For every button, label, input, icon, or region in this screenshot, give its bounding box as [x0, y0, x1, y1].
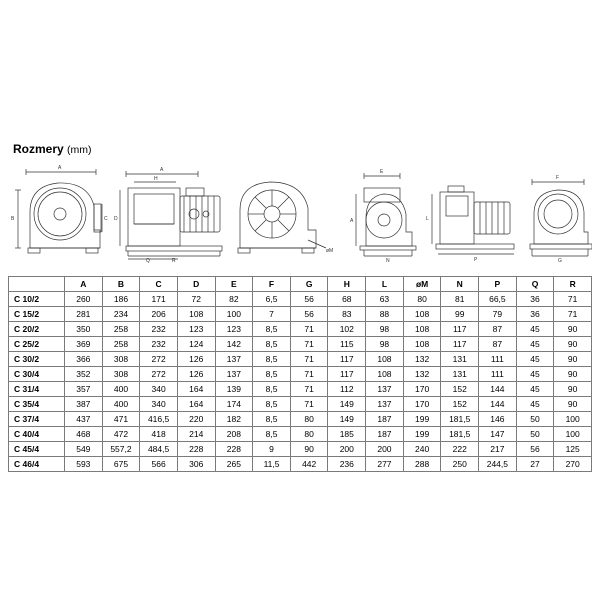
- cell-c: 416,5: [140, 412, 178, 427]
- cell-l: 187: [366, 427, 404, 442]
- column-header-c: C: [140, 277, 178, 292]
- cell-e: 100: [215, 307, 253, 322]
- cell-r: 71: [554, 292, 592, 307]
- cell-model: C 10/2: [9, 292, 65, 307]
- cell-l: 98: [366, 337, 404, 352]
- cell-p: 146: [479, 412, 517, 427]
- cell-r: 90: [554, 322, 592, 337]
- cell-q: 45: [516, 382, 554, 397]
- svg-text:A: A: [350, 218, 354, 224]
- cell-n: 131: [441, 367, 479, 382]
- cell-b: 308: [102, 352, 140, 367]
- cell-l: 88: [366, 307, 404, 322]
- cell-h: 112: [328, 382, 366, 397]
- cell-r: 100: [554, 412, 592, 427]
- column-header-h: H: [328, 277, 366, 292]
- cell-a: 350: [65, 322, 103, 337]
- svg-text:L: L: [426, 216, 429, 222]
- cell-p: 66,5: [479, 292, 517, 307]
- cell-g: 56: [290, 307, 328, 322]
- svg-text:F: F: [556, 175, 560, 181]
- column-header-e: E: [215, 277, 253, 292]
- cell-l: 200: [366, 442, 404, 457]
- column-header-b: B: [102, 277, 140, 292]
- cell-f: 11,5: [253, 457, 291, 472]
- column-header-model: [9, 277, 65, 292]
- column-header-l: L: [366, 277, 404, 292]
- cell-c: 272: [140, 367, 178, 382]
- cell-e: 137: [215, 352, 253, 367]
- cell-g: 80: [290, 427, 328, 442]
- page-title: [13, 142, 92, 156]
- cell-r: 90: [554, 397, 592, 412]
- cell-h: 115: [328, 337, 366, 352]
- cell-q: 27: [516, 457, 554, 472]
- table-row: [9, 382, 592, 397]
- cell-g: 442: [290, 457, 328, 472]
- cell-e: 142: [215, 337, 253, 352]
- cell-om: 170: [403, 382, 441, 397]
- cell-q: 45: [516, 322, 554, 337]
- cell-h: 83: [328, 307, 366, 322]
- cell-g: 90: [290, 442, 328, 457]
- table-row: [9, 322, 592, 337]
- cell-e: 123: [215, 322, 253, 337]
- svg-text:Q: Q: [146, 258, 150, 264]
- drawing-rear-view: [530, 175, 592, 264]
- cell-c: 418: [140, 427, 178, 442]
- svg-text:C: C: [104, 216, 108, 222]
- cell-b: 557,2: [102, 442, 140, 457]
- cell-n: 81: [441, 292, 479, 307]
- cell-b: 308: [102, 367, 140, 382]
- column-header-g: G: [290, 277, 328, 292]
- cell-b: 258: [102, 337, 140, 352]
- cell-f: 8,5: [253, 397, 291, 412]
- cell-q: 45: [516, 337, 554, 352]
- cell-r: 125: [554, 442, 592, 457]
- cell-l: 187: [366, 412, 404, 427]
- svg-text:G: G: [558, 258, 562, 264]
- cell-d: 124: [177, 337, 215, 352]
- cell-l: 277: [366, 457, 404, 472]
- cell-c: 206: [140, 307, 178, 322]
- table-row: [9, 427, 592, 442]
- drawing-svg: [8, 160, 592, 272]
- cell-p: 87: [479, 322, 517, 337]
- cell-n: 152: [441, 382, 479, 397]
- table-row: [9, 307, 592, 322]
- cell-om: 108: [403, 307, 441, 322]
- cell-c: 484,5: [140, 442, 178, 457]
- cell-q: 36: [516, 307, 554, 322]
- cell-g: 71: [290, 352, 328, 367]
- cell-q: 45: [516, 352, 554, 367]
- cell-p: 87: [479, 337, 517, 352]
- cell-a: 260: [65, 292, 103, 307]
- cell-f: 9: [253, 442, 291, 457]
- page-title-text: Rozmery: [13, 142, 64, 156]
- cell-e: 228: [215, 442, 253, 457]
- table-header-row: [9, 277, 592, 292]
- cell-om: 132: [403, 367, 441, 382]
- cell-n: 181,5: [441, 412, 479, 427]
- cell-om: 288: [403, 457, 441, 472]
- cell-d: 72: [177, 292, 215, 307]
- cell-model: C 31/4: [9, 382, 65, 397]
- column-header-om: øM: [403, 277, 441, 292]
- cell-e: 82: [215, 292, 253, 307]
- cell-a: 352: [65, 367, 103, 382]
- cell-d: 108: [177, 307, 215, 322]
- cell-l: 98: [366, 322, 404, 337]
- cell-q: 45: [516, 397, 554, 412]
- cell-om: 108: [403, 337, 441, 352]
- drawing-discharge-view: [238, 182, 333, 254]
- svg-text:A: A: [58, 165, 62, 171]
- cell-a: 387: [65, 397, 103, 412]
- cell-b: 472: [102, 427, 140, 442]
- cell-h: 68: [328, 292, 366, 307]
- cell-n: 250: [441, 457, 479, 472]
- cell-b: 186: [102, 292, 140, 307]
- table-row: [9, 292, 592, 307]
- cell-q: 45: [516, 367, 554, 382]
- cell-r: 90: [554, 367, 592, 382]
- cell-p: 217: [479, 442, 517, 457]
- cell-n: 152: [441, 397, 479, 412]
- cell-c: 272: [140, 352, 178, 367]
- cell-e: 265: [215, 457, 253, 472]
- cell-l: 108: [366, 367, 404, 382]
- cell-c: 340: [140, 382, 178, 397]
- cell-g: 71: [290, 382, 328, 397]
- cell-l: 137: [366, 382, 404, 397]
- cell-f: 8,5: [253, 367, 291, 382]
- cell-h: 236: [328, 457, 366, 472]
- cell-h: 149: [328, 412, 366, 427]
- cell-p: 244,5: [479, 457, 517, 472]
- drawing-plan-view: [114, 167, 222, 264]
- cell-om: 170: [403, 397, 441, 412]
- page-title-unit: (mm): [67, 144, 92, 156]
- cell-d: 126: [177, 352, 215, 367]
- cell-q: 50: [516, 412, 554, 427]
- cell-model: C 20/2: [9, 322, 65, 337]
- cell-f: 8,5: [253, 337, 291, 352]
- cell-b: 234: [102, 307, 140, 322]
- column-header-f: F: [253, 277, 291, 292]
- cell-e: 139: [215, 382, 253, 397]
- cell-a: 357: [65, 382, 103, 397]
- cell-model: C 35/4: [9, 397, 65, 412]
- cell-f: 6,5: [253, 292, 291, 307]
- table-row: [9, 337, 592, 352]
- cell-h: 117: [328, 352, 366, 367]
- cell-q: 50: [516, 427, 554, 442]
- cell-n: 117: [441, 337, 479, 352]
- cell-d: 126: [177, 367, 215, 382]
- cell-f: 8,5: [253, 382, 291, 397]
- cell-p: 111: [479, 352, 517, 367]
- cell-g: 71: [290, 322, 328, 337]
- column-header-n: N: [441, 277, 479, 292]
- cell-c: 232: [140, 322, 178, 337]
- cell-d: 164: [177, 397, 215, 412]
- cell-l: 137: [366, 397, 404, 412]
- cell-model: C 46/4: [9, 457, 65, 472]
- svg-text:øM: øM: [326, 248, 334, 254]
- cell-om: 108: [403, 322, 441, 337]
- drawing-side-elevation: [350, 169, 416, 264]
- cell-r: 71: [554, 307, 592, 322]
- svg-text:R: R: [172, 258, 176, 264]
- cell-model: C 40/4: [9, 427, 65, 442]
- cell-model: C 25/2: [9, 337, 65, 352]
- cell-om: 199: [403, 427, 441, 442]
- cell-d: 123: [177, 322, 215, 337]
- table-row: [9, 457, 592, 472]
- cell-model: C 15/2: [9, 307, 65, 322]
- cell-c: 232: [140, 337, 178, 352]
- cell-n: 181,5: [441, 427, 479, 442]
- cell-g: 71: [290, 397, 328, 412]
- cell-b: 258: [102, 322, 140, 337]
- cell-om: 240: [403, 442, 441, 457]
- cell-h: 149: [328, 397, 366, 412]
- cell-a: 593: [65, 457, 103, 472]
- cell-q: 56: [516, 442, 554, 457]
- cell-d: 214: [177, 427, 215, 442]
- cell-b: 471: [102, 412, 140, 427]
- cell-r: 90: [554, 382, 592, 397]
- cell-e: 137: [215, 367, 253, 382]
- cell-f: 8,5: [253, 427, 291, 442]
- cell-a: 549: [65, 442, 103, 457]
- cell-h: 185: [328, 427, 366, 442]
- cell-r: 100: [554, 427, 592, 442]
- cell-r: 90: [554, 337, 592, 352]
- cell-d: 306: [177, 457, 215, 472]
- cell-h: 200: [328, 442, 366, 457]
- cell-a: 281: [65, 307, 103, 322]
- cell-n: 131: [441, 352, 479, 367]
- cell-c: 340: [140, 397, 178, 412]
- cell-a: 366: [65, 352, 103, 367]
- cell-a: 437: [65, 412, 103, 427]
- column-header-a: A: [65, 277, 103, 292]
- cell-d: 220: [177, 412, 215, 427]
- drawing-motor-view: [426, 186, 514, 263]
- cell-p: 144: [479, 382, 517, 397]
- cell-h: 102: [328, 322, 366, 337]
- dimensions-table: [8, 276, 592, 472]
- cell-c: 171: [140, 292, 178, 307]
- cell-e: 182: [215, 412, 253, 427]
- svg-text:D: D: [114, 216, 118, 222]
- cell-p: 111: [479, 367, 517, 382]
- table-row: [9, 397, 592, 412]
- cell-g: 71: [290, 337, 328, 352]
- cell-d: 228: [177, 442, 215, 457]
- cell-n: 99: [441, 307, 479, 322]
- column-header-d: D: [177, 277, 215, 292]
- table-row: [9, 352, 592, 367]
- cell-f: 8,5: [253, 322, 291, 337]
- table-row: [9, 442, 592, 457]
- cell-p: 147: [479, 427, 517, 442]
- cell-n: 222: [441, 442, 479, 457]
- cell-h: 117: [328, 367, 366, 382]
- cell-c: 566: [140, 457, 178, 472]
- table-body: [9, 292, 592, 472]
- dimensions-table-wrapper: [8, 276, 592, 472]
- cell-e: 208: [215, 427, 253, 442]
- cell-om: 199: [403, 412, 441, 427]
- cell-p: 79: [479, 307, 517, 322]
- table-row: [9, 367, 592, 382]
- cell-g: 56: [290, 292, 328, 307]
- cell-r: 90: [554, 352, 592, 367]
- svg-text:A: A: [160, 167, 164, 173]
- cell-model: C 30/2: [9, 352, 65, 367]
- technical-drawings: [8, 160, 592, 272]
- svg-text:E: E: [380, 169, 384, 175]
- cell-l: 108: [366, 352, 404, 367]
- column-header-q: Q: [516, 277, 554, 292]
- cell-q: 36: [516, 292, 554, 307]
- column-header-r: R: [554, 277, 592, 292]
- cell-model: C 37/4: [9, 412, 65, 427]
- cell-l: 63: [366, 292, 404, 307]
- cell-p: 144: [479, 397, 517, 412]
- cell-n: 117: [441, 322, 479, 337]
- cell-e: 174: [215, 397, 253, 412]
- cell-om: 80: [403, 292, 441, 307]
- cell-f: 7: [253, 307, 291, 322]
- cell-model: C 30/4: [9, 367, 65, 382]
- table-row: [9, 412, 592, 427]
- cell-b: 400: [102, 397, 140, 412]
- cell-f: 8,5: [253, 412, 291, 427]
- cell-f: 8,5: [253, 352, 291, 367]
- cell-a: 369: [65, 337, 103, 352]
- cell-g: 71: [290, 367, 328, 382]
- cell-g: 80: [290, 412, 328, 427]
- cell-r: 270: [554, 457, 592, 472]
- cell-model: C 45/4: [9, 442, 65, 457]
- cell-a: 468: [65, 427, 103, 442]
- svg-text:N: N: [386, 258, 390, 264]
- cell-b: 400: [102, 382, 140, 397]
- svg-text:P: P: [474, 257, 478, 263]
- cell-om: 132: [403, 352, 441, 367]
- drawing-front-view: [11, 165, 108, 253]
- cell-b: 675: [102, 457, 140, 472]
- svg-text:B: B: [11, 216, 15, 222]
- cell-d: 164: [177, 382, 215, 397]
- svg-text:H: H: [154, 176, 158, 182]
- column-header-p: P: [479, 277, 517, 292]
